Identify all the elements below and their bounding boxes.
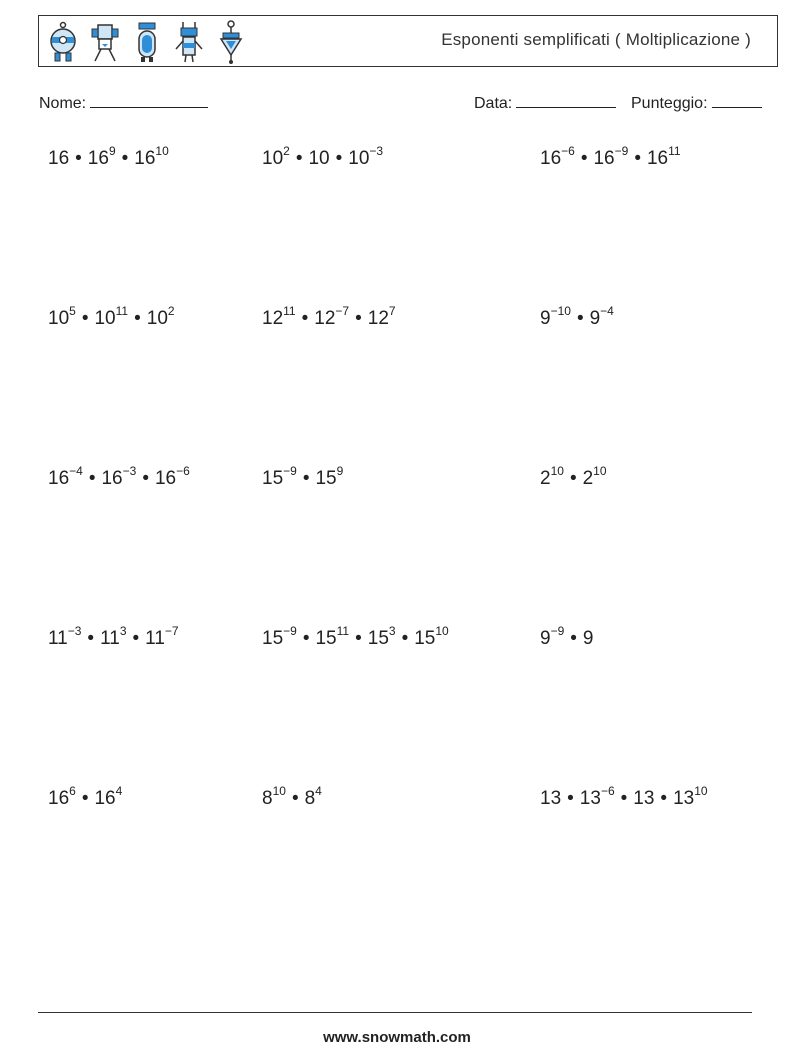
- problem-5: [262, 303, 396, 330]
- term-base: 12: [367, 308, 389, 329]
- term-base: 10: [94, 308, 116, 329]
- term-base: 16: [94, 788, 116, 809]
- term-exponent: 3: [119, 623, 127, 638]
- problem-6: [540, 303, 614, 330]
- term-exponent: 10: [435, 623, 449, 638]
- term-exponent: 10: [550, 463, 564, 478]
- problem-11: [262, 623, 449, 650]
- term-base: 10: [146, 308, 168, 329]
- term-exponent: −6: [176, 463, 190, 478]
- term-base: 16: [154, 468, 177, 489]
- problem-13: [48, 783, 123, 810]
- term-exponent: −9: [283, 623, 297, 638]
- term-base: 13: [579, 788, 601, 809]
- problem-9: [540, 463, 607, 490]
- term-base: 15: [315, 468, 337, 489]
- term-base: 11: [100, 628, 120, 649]
- name-field: [39, 93, 208, 113]
- term-base: 15: [367, 628, 389, 649]
- term-exponent: −3: [122, 463, 137, 478]
- multiply-dot: •: [335, 148, 343, 169]
- term-exponent: −7: [335, 303, 350, 318]
- term-exponent: 2: [283, 143, 290, 158]
- problem-8: [262, 463, 344, 490]
- term-base: 16: [48, 788, 70, 809]
- multiply-dot: •: [81, 788, 89, 809]
- problem-3: [540, 143, 681, 170]
- term-base: 10: [48, 308, 70, 329]
- score-label: Punteggio:: [631, 95, 708, 112]
- term-exponent: −6: [561, 143, 575, 158]
- term-exponent: −4: [69, 463, 83, 478]
- multiply-dot: •: [88, 468, 96, 489]
- term-exponent: −3: [67, 623, 82, 638]
- name-label: Nome:: [39, 95, 87, 112]
- multiply-dot: •: [301, 308, 309, 329]
- term-base: 8: [262, 788, 273, 809]
- multiply-dot: •: [75, 148, 82, 169]
- term-exponent: −9: [550, 623, 565, 638]
- robot-capsule-icon: [131, 19, 163, 65]
- robot-antenna-icon: [173, 19, 205, 65]
- term-exponent: −7: [164, 623, 179, 638]
- name-blank[interactable]: [90, 93, 208, 108]
- term-base: 9: [540, 308, 551, 329]
- robot-icons-row: [47, 19, 247, 65]
- term-base: 9: [582, 628, 594, 649]
- multiply-dot: •: [355, 308, 362, 329]
- problem-1: [48, 143, 169, 170]
- multiply-dot: •: [580, 148, 588, 169]
- footer-divider: [38, 1012, 752, 1013]
- multiply-dot: •: [620, 788, 628, 809]
- multiply-dot: •: [87, 628, 95, 649]
- term-base: 15: [262, 628, 284, 649]
- term-base: 15: [262, 468, 284, 489]
- multiply-dot: •: [302, 468, 310, 489]
- problem-14: [262, 783, 322, 810]
- term-base: 12: [314, 308, 336, 329]
- multiply-dot: •: [291, 788, 299, 809]
- term-base: 2: [540, 468, 551, 489]
- multiply-dot: •: [134, 308, 141, 329]
- date-blank[interactable]: [516, 93, 616, 108]
- worksheet-header: [38, 15, 778, 67]
- date-label: Data:: [474, 95, 513, 112]
- term-base: 16: [646, 148, 669, 169]
- worksheet-title: Esponenti semplificati ( Moltiplicazione ): [441, 30, 751, 49]
- multiply-dot: •: [660, 788, 668, 809]
- term-exponent: 10: [155, 143, 169, 158]
- term-exponent: −6: [600, 783, 615, 798]
- multiply-dot: •: [121, 148, 129, 169]
- term-exponent: 11: [336, 623, 350, 638]
- term-exponent: 3: [388, 623, 396, 638]
- term-base: 16: [48, 468, 70, 489]
- multiply-dot: •: [567, 788, 574, 809]
- multiply-dot: •: [302, 628, 310, 649]
- term-base: 16: [101, 468, 123, 489]
- term-exponent: 11: [115, 303, 129, 318]
- term-exponent: −9: [283, 463, 297, 478]
- robot-box-icon: [89, 19, 121, 65]
- term-base: 16: [540, 148, 562, 169]
- term-base: 15: [315, 628, 337, 649]
- date-field: [474, 93, 616, 113]
- term-exponent: −10: [550, 303, 571, 318]
- term-exponent: −9: [614, 143, 629, 158]
- multiply-dot: •: [355, 628, 362, 649]
- term-base: 16: [87, 148, 109, 169]
- term-exponent: 9: [108, 143, 116, 158]
- term-base: 16: [134, 148, 156, 169]
- multiply-dot: •: [570, 628, 577, 649]
- term-exponent: 11: [668, 143, 681, 158]
- multiply-dot: •: [569, 468, 577, 489]
- multiply-dot: •: [576, 308, 584, 329]
- term-exponent: 4: [115, 783, 123, 798]
- term-base: 8: [304, 788, 316, 809]
- term-base: 12: [262, 308, 284, 329]
- term-base: 9: [540, 628, 551, 649]
- term-exponent: 9: [336, 463, 344, 478]
- problem-12: [540, 623, 594, 650]
- term-exponent: 4: [315, 783, 322, 798]
- term-base: 13: [633, 788, 655, 809]
- term-exponent: 6: [69, 783, 76, 798]
- term-exponent: −3: [369, 143, 384, 158]
- footer-url: www.snowmath.com: [323, 1029, 471, 1046]
- term-exponent: 5: [69, 303, 76, 318]
- multiply-dot: •: [634, 148, 641, 169]
- problem-2: [262, 143, 384, 170]
- problem-10: [48, 623, 179, 650]
- score-blank[interactable]: [712, 93, 762, 108]
- multiply-dot: •: [401, 628, 409, 649]
- term-base: 16: [48, 148, 70, 169]
- term-base: 10: [262, 148, 284, 169]
- term-base: 13: [673, 788, 695, 809]
- multiply-dot: •: [295, 148, 303, 169]
- term-exponent: 10: [593, 463, 607, 478]
- multiply-dot: •: [132, 628, 140, 649]
- problem-7: [48, 463, 190, 490]
- score-field: [631, 93, 762, 113]
- term-exponent: 11: [283, 303, 296, 318]
- problem-15: [540, 783, 708, 810]
- multiply-dot: •: [81, 308, 89, 329]
- term-exponent: −4: [600, 303, 614, 318]
- term-base: 13: [540, 788, 562, 809]
- multiply-dot: •: [142, 468, 149, 489]
- term-base: 11: [145, 628, 165, 649]
- robot-round-icon: [47, 19, 79, 65]
- term-exponent: 10: [694, 783, 708, 798]
- problem-4: [48, 303, 175, 330]
- term-base: 16: [593, 148, 615, 169]
- term-exponent: 2: [167, 303, 175, 318]
- term-base: 15: [414, 628, 436, 649]
- term-base: 10: [308, 148, 330, 169]
- term-exponent: 10: [272, 783, 286, 798]
- robot-triangle-icon: [215, 19, 247, 65]
- term-exponent: 7: [388, 303, 396, 318]
- term-base: 9: [589, 308, 601, 329]
- term-base: 2: [582, 468, 594, 489]
- term-base: 11: [48, 628, 68, 649]
- term-base: 10: [348, 148, 370, 169]
